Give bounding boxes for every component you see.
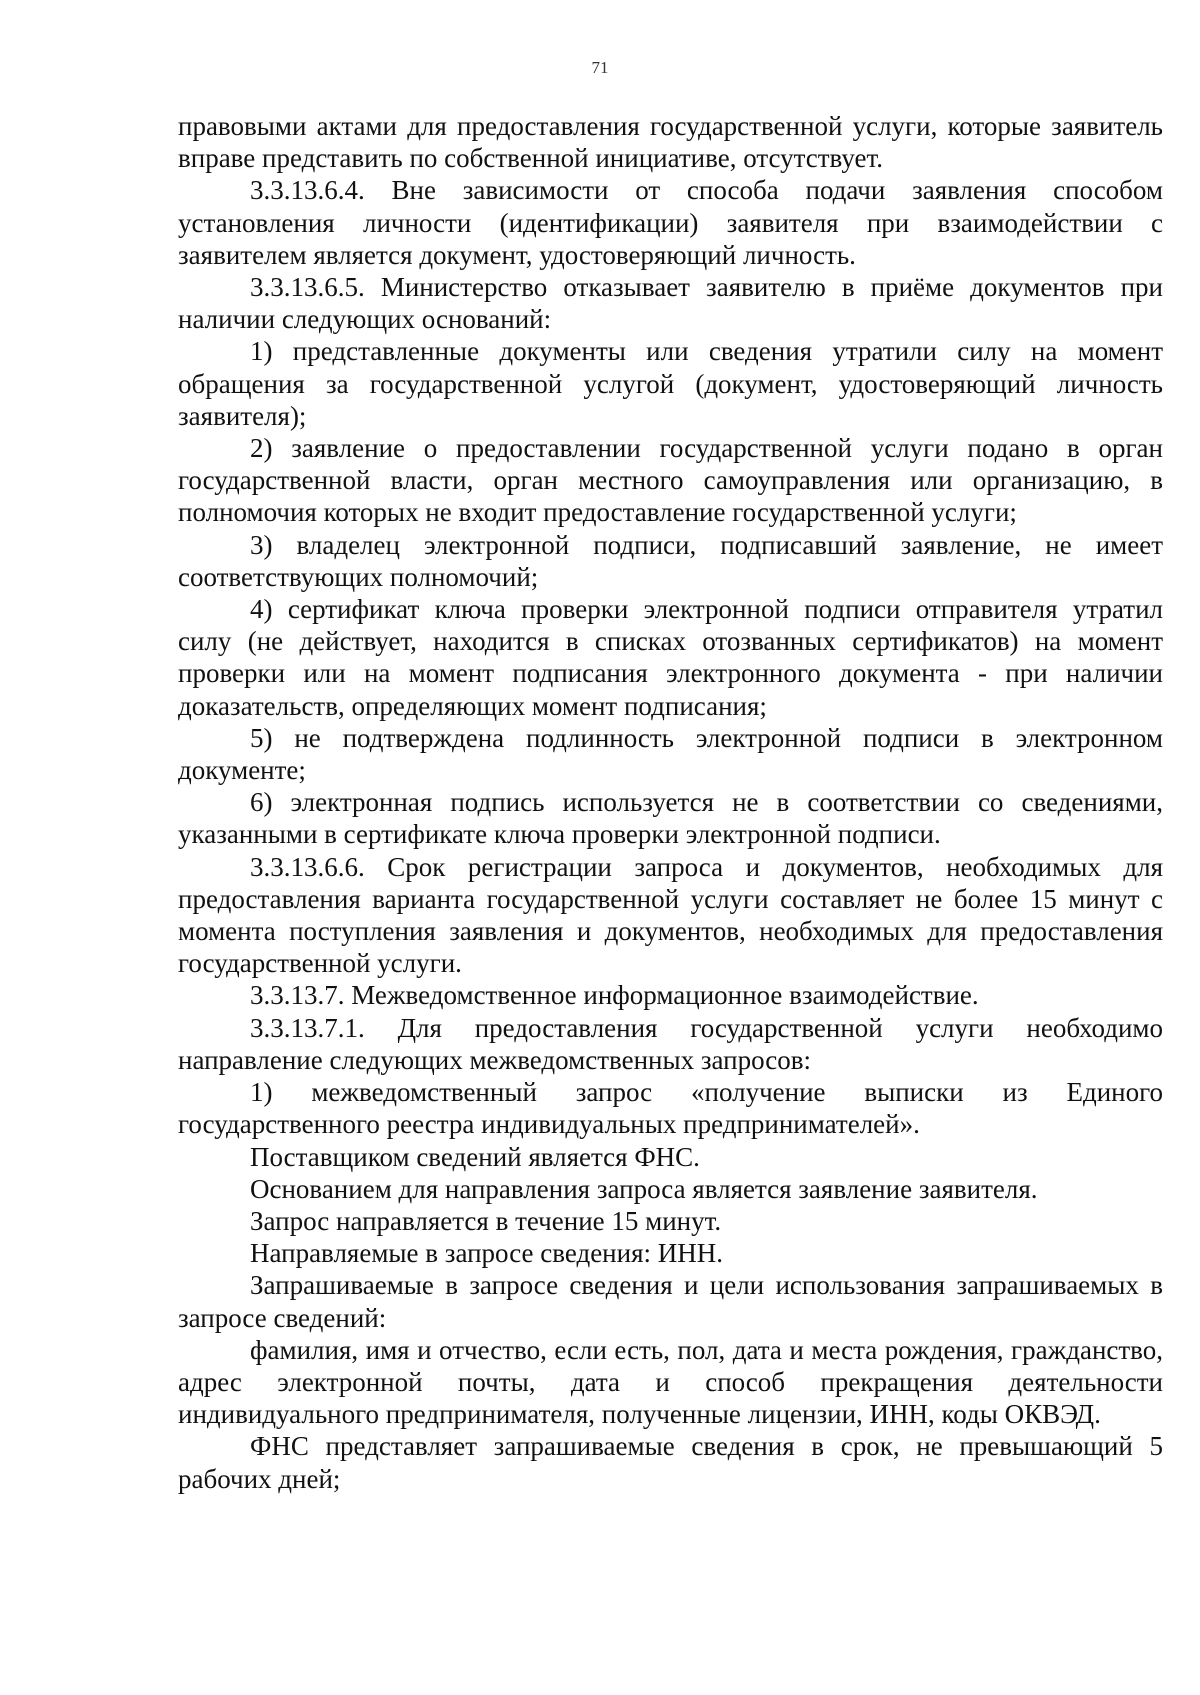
paragraph: правовыми актами для предоставления государственной услуги, которые заявитель вправе представить по собственной инициативе, отсутствует. — [178, 111, 1163, 174]
paragraph: фамилия, имя и отчество, если есть, пол, дата и места рождения, гражданство, адрес электронной почты, дата и способ прекращения деятельности индивидуального предпринимателя, полученные лицензии, ИНН, коды ОКВЭД. — [178, 1334, 1163, 1430]
list-item: 6) электронная подпись используется не в соответствии со сведениями, указанными в сертификате ключа проверки электронной подписи. — [178, 787, 1163, 850]
list-item: 1) межведомственный запрос «получение выписки из Единого государственного реестра индивидуальных предпринимателей». — [178, 1077, 1163, 1140]
paragraph: Запрос направляется в течение 15 минут. — [250, 1205, 722, 1236]
paragraph: Направляемые в запросе сведения: ИНН. — [250, 1238, 723, 1269]
paragraph: Запрашиваемые в запросе сведения и цели использования запрашиваемых в запросе сведений: — [178, 1270, 1163, 1333]
paragraph: ФНС представляет запрашиваемые сведения в срок, не превышающий 5 рабочих дней; — [178, 1431, 1163, 1494]
document-body — [178, 110, 1163, 1495]
paragraph: 3.3.13.7.1. Для предоставления государственной услуги необходимо направление следующих межведомственных запросов: — [178, 1012, 1163, 1075]
list-item: 4) сертификат ключа проверки электронной подписи отправителя утратил силу (не действует, находится в списках отозванных сертификатов) на момент проверки или на момент подписания электронного документа - при наличии доказательств, определяющих момент подписания; — [178, 594, 1163, 721]
paragraph: 3.3.13.7. Межведомственное информационное взаимодействие. — [250, 980, 979, 1011]
list-item: 5) не подтверждена подлинность электронной подписи в электронном документе; — [178, 722, 1163, 786]
paragraph: 3.3.13.6.5. Министерство отказывает заявителю в приёме документов при наличии следующих оснований: — [178, 272, 1163, 335]
paragraph: 3.3.13.6.6. Срок регистрации запроса и документов, необходимых для предоставления варианта государственной услуги составляет не более 15 минут с момента поступления заявления и документов, необходимых для предоставления государственной услуги. — [178, 851, 1163, 979]
list-item: 1) представленные документы или сведения утратили силу на момент обращения за государственной услугой (документ, удостоверяющий личность заявителя); — [178, 336, 1163, 431]
list-item: 3) владелец электронной подписи, подписавший заявление, не имеет соответствующих полномочий; — [178, 529, 1163, 592]
page-number: 71 — [591, 58, 609, 77]
list-item: 2) заявление о предоставлении государственной услуги подано в орган государственной власти, орган местного самоуправления или организацию, в полномочия которых не входит предоставление государственной услуги; — [178, 433, 1163, 528]
paragraph: 3.3.13.6.4. Вне зависимости от способа подачи заявления способом установления личности (идентификации) заявителя при взаимодействии с заявителем является документ, удостоверяющий личность. — [178, 175, 1163, 270]
paragraph: Основанием для направления запроса является заявление заявителя. — [250, 1173, 1038, 1204]
paragraph: Поставщиком сведений является ФНС. — [250, 1141, 700, 1172]
